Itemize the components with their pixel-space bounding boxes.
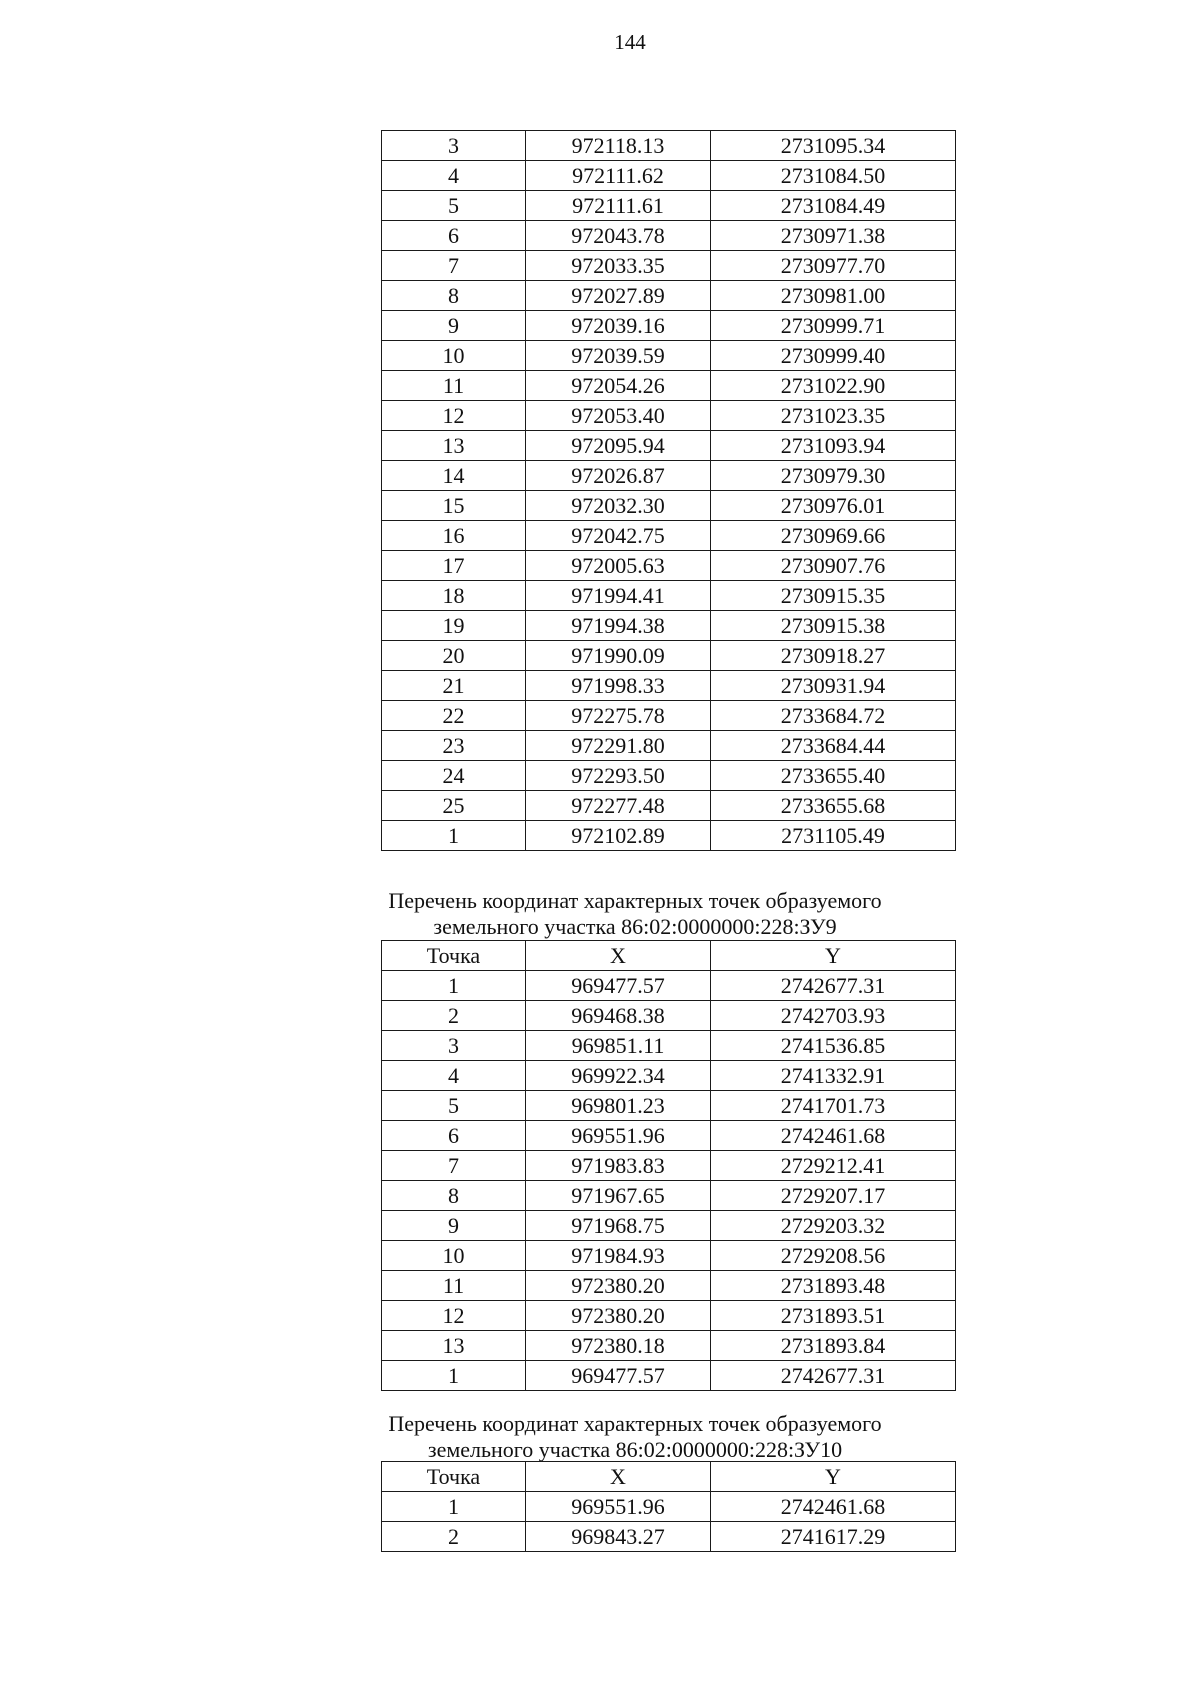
x-coordinate-cell: 969843.27 xyxy=(526,1522,711,1552)
point-number-cell: 4 xyxy=(382,1061,526,1091)
table-row xyxy=(382,431,956,461)
x-coordinate-cell: 972095.94 xyxy=(526,431,711,461)
x-coordinate-cell: 972380.18 xyxy=(526,1331,711,1361)
table-row xyxy=(382,701,956,731)
x-coordinate-cell: 971967.65 xyxy=(526,1181,711,1211)
point-number-cell: 24 xyxy=(382,761,526,791)
coordinates-table-continued xyxy=(381,130,956,851)
point-number-cell: 18 xyxy=(382,581,526,611)
table-row xyxy=(382,1492,956,1522)
table-row xyxy=(382,671,956,701)
x-coordinate-cell: 969477.57 xyxy=(526,971,711,1001)
table-row xyxy=(382,1522,956,1552)
point-number-cell: 12 xyxy=(382,401,526,431)
table-row xyxy=(382,731,956,761)
y-coordinate-cell: 2730915.38 xyxy=(711,611,956,641)
point-number-cell: 7 xyxy=(382,251,526,281)
point-number-cell: 1 xyxy=(382,1492,526,1522)
table-header-row xyxy=(382,1462,956,1492)
point-number-cell: 1 xyxy=(382,971,526,1001)
table-row xyxy=(382,1031,956,1061)
x-coordinate-cell: 972118.13 xyxy=(526,131,711,161)
column-header-x: X xyxy=(526,1462,711,1492)
y-coordinate-cell: 2730976.01 xyxy=(711,491,956,521)
y-coordinate-cell: 2742461.68 xyxy=(711,1492,956,1522)
caption-line-1: Перечень координат характерных точек образуемого xyxy=(388,888,882,913)
y-coordinate-cell: 2731893.84 xyxy=(711,1331,956,1361)
table-row xyxy=(382,551,956,581)
x-coordinate-cell: 972043.78 xyxy=(526,221,711,251)
table-row xyxy=(382,521,956,551)
y-coordinate-cell: 2731095.34 xyxy=(711,131,956,161)
x-coordinate-cell: 971998.33 xyxy=(526,671,711,701)
y-coordinate-cell: 2730969.66 xyxy=(711,521,956,551)
point-number-cell: 2 xyxy=(382,1522,526,1552)
y-coordinate-cell: 2729208.56 xyxy=(711,1241,956,1271)
point-number-cell: 3 xyxy=(382,131,526,161)
point-number-cell: 2 xyxy=(382,1001,526,1031)
y-coordinate-cell: 2730999.40 xyxy=(711,341,956,371)
point-number-cell: 10 xyxy=(382,1241,526,1271)
table-row xyxy=(382,791,956,821)
section-caption-zu9 xyxy=(330,888,940,940)
x-coordinate-cell: 972291.80 xyxy=(526,731,711,761)
table-row xyxy=(382,611,956,641)
point-number-cell: 5 xyxy=(382,1091,526,1121)
x-coordinate-cell: 972039.59 xyxy=(526,341,711,371)
table-body xyxy=(382,971,956,1391)
caption-line-1: Перечень координат характерных точек образуемого xyxy=(388,1411,882,1436)
y-coordinate-cell: 2730981.00 xyxy=(711,281,956,311)
x-coordinate-cell: 971994.41 xyxy=(526,581,711,611)
y-coordinate-cell: 2730977.70 xyxy=(711,251,956,281)
table-row xyxy=(382,1001,956,1031)
y-coordinate-cell: 2730915.35 xyxy=(711,581,956,611)
point-number-cell: 19 xyxy=(382,611,526,641)
y-coordinate-cell: 2741332.91 xyxy=(711,1061,956,1091)
point-number-cell: 14 xyxy=(382,461,526,491)
point-number-cell: 15 xyxy=(382,491,526,521)
y-coordinate-cell: 2742677.31 xyxy=(711,1361,956,1391)
table-body xyxy=(382,1492,956,1552)
y-coordinate-cell: 2733655.68 xyxy=(711,791,956,821)
column-header-y: Y xyxy=(711,1462,956,1492)
y-coordinate-cell: 2731093.94 xyxy=(711,431,956,461)
point-number-cell: 8 xyxy=(382,1181,526,1211)
column-header-point: Точка xyxy=(382,1462,526,1492)
y-coordinate-cell: 2729207.17 xyxy=(711,1181,956,1211)
point-number-cell: 11 xyxy=(382,371,526,401)
table-row xyxy=(382,491,956,521)
x-coordinate-cell: 972033.35 xyxy=(526,251,711,281)
x-coordinate-cell: 969468.38 xyxy=(526,1001,711,1031)
x-coordinate-cell: 972032.30 xyxy=(526,491,711,521)
table-row xyxy=(382,761,956,791)
point-number-cell: 7 xyxy=(382,1151,526,1181)
x-coordinate-cell: 971968.75 xyxy=(526,1211,711,1241)
table-row xyxy=(382,1301,956,1331)
point-number-cell: 5 xyxy=(382,191,526,221)
table-row xyxy=(382,461,956,491)
section-caption-zu10 xyxy=(330,1411,940,1463)
table-row xyxy=(382,371,956,401)
point-number-cell: 13 xyxy=(382,431,526,461)
y-coordinate-cell: 2731105.49 xyxy=(711,821,956,851)
x-coordinate-cell: 969551.96 xyxy=(526,1121,711,1151)
y-coordinate-cell: 2731893.48 xyxy=(711,1271,956,1301)
table-row xyxy=(382,1061,956,1091)
table-row xyxy=(382,1091,956,1121)
table-row xyxy=(382,1121,956,1151)
caption-line-2: земельного участка 86:02:0000000:228:ЗУ10 xyxy=(427,1437,843,1462)
y-coordinate-cell: 2730979.30 xyxy=(711,461,956,491)
table-row xyxy=(382,1181,956,1211)
y-coordinate-cell: 2730971.38 xyxy=(711,221,956,251)
y-coordinate-cell: 2729212.41 xyxy=(711,1151,956,1181)
point-number-cell: 22 xyxy=(382,701,526,731)
coordinates-table-zu9 xyxy=(381,940,956,1391)
y-coordinate-cell: 2730918.27 xyxy=(711,641,956,671)
table-row xyxy=(382,1331,956,1361)
table-row xyxy=(382,1211,956,1241)
x-coordinate-cell: 969851.11 xyxy=(526,1031,711,1061)
table-row xyxy=(382,251,956,281)
table-row xyxy=(382,131,956,161)
point-number-cell: 8 xyxy=(382,281,526,311)
y-coordinate-cell: 2730931.94 xyxy=(711,671,956,701)
point-number-cell: 13 xyxy=(382,1331,526,1361)
x-coordinate-cell: 972380.20 xyxy=(526,1301,711,1331)
table-row xyxy=(382,581,956,611)
table-row xyxy=(382,401,956,431)
table-row xyxy=(382,971,956,1001)
coordinates-table-zu10 xyxy=(381,1461,956,1552)
point-number-cell: 6 xyxy=(382,1121,526,1151)
table-row xyxy=(382,1241,956,1271)
point-number-cell: 12 xyxy=(382,1301,526,1331)
y-coordinate-cell: 2742677.31 xyxy=(711,971,956,1001)
x-coordinate-cell: 971984.93 xyxy=(526,1241,711,1271)
point-number-cell: 23 xyxy=(382,731,526,761)
column-header-point: Точка xyxy=(382,941,526,971)
point-number-cell: 6 xyxy=(382,221,526,251)
y-coordinate-cell: 2741617.29 xyxy=(711,1522,956,1552)
table-row xyxy=(382,341,956,371)
x-coordinate-cell: 972293.50 xyxy=(526,761,711,791)
table-header-row xyxy=(382,941,956,971)
point-number-cell: 17 xyxy=(382,551,526,581)
x-coordinate-cell: 972026.87 xyxy=(526,461,711,491)
x-coordinate-cell: 971994.38 xyxy=(526,611,711,641)
x-coordinate-cell: 972053.40 xyxy=(526,401,711,431)
y-coordinate-cell: 2733684.44 xyxy=(711,731,956,761)
table-body xyxy=(382,131,956,851)
point-number-cell: 20 xyxy=(382,641,526,671)
y-coordinate-cell: 2731893.51 xyxy=(711,1301,956,1331)
table-row xyxy=(382,311,956,341)
y-coordinate-cell: 2733655.40 xyxy=(711,761,956,791)
x-coordinate-cell: 971983.83 xyxy=(526,1151,711,1181)
x-coordinate-cell: 972277.48 xyxy=(526,791,711,821)
y-coordinate-cell: 2731022.90 xyxy=(711,371,956,401)
y-coordinate-cell: 2742703.93 xyxy=(711,1001,956,1031)
point-number-cell: 10 xyxy=(382,341,526,371)
x-coordinate-cell: 972111.62 xyxy=(526,161,711,191)
table-row xyxy=(382,1361,956,1391)
y-coordinate-cell: 2729203.32 xyxy=(711,1211,956,1241)
point-number-cell: 9 xyxy=(382,311,526,341)
x-coordinate-cell: 971990.09 xyxy=(526,641,711,671)
table-row xyxy=(382,221,956,251)
point-number-cell: 1 xyxy=(382,1361,526,1391)
x-coordinate-cell: 969801.23 xyxy=(526,1091,711,1121)
y-coordinate-cell: 2742461.68 xyxy=(711,1121,956,1151)
point-number-cell: 25 xyxy=(382,791,526,821)
point-number-cell: 16 xyxy=(382,521,526,551)
point-number-cell: 11 xyxy=(382,1271,526,1301)
x-coordinate-cell: 972054.26 xyxy=(526,371,711,401)
table-row xyxy=(382,1271,956,1301)
table-row xyxy=(382,641,956,671)
x-coordinate-cell: 972111.61 xyxy=(526,191,711,221)
x-coordinate-cell: 969551.96 xyxy=(526,1492,711,1522)
page-number: 144 xyxy=(614,30,646,54)
y-coordinate-cell: 2731023.35 xyxy=(711,401,956,431)
y-coordinate-cell: 2741536.85 xyxy=(711,1031,956,1061)
y-coordinate-cell: 2731084.50 xyxy=(711,161,956,191)
point-number-cell: 21 xyxy=(382,671,526,701)
y-coordinate-cell: 2733684.72 xyxy=(711,701,956,731)
y-coordinate-cell: 2730999.71 xyxy=(711,311,956,341)
column-header-y: Y xyxy=(711,941,956,971)
table-row xyxy=(382,281,956,311)
point-number-cell: 9 xyxy=(382,1211,526,1241)
point-number-cell: 1 xyxy=(382,821,526,851)
table-row xyxy=(382,1151,956,1181)
point-number-cell: 4 xyxy=(382,161,526,191)
caption-line-2: земельного участка 86:02:0000000:228:ЗУ9 xyxy=(433,914,837,939)
x-coordinate-cell: 969477.57 xyxy=(526,1361,711,1391)
x-coordinate-cell: 972042.75 xyxy=(526,521,711,551)
x-coordinate-cell: 969922.34 xyxy=(526,1061,711,1091)
x-coordinate-cell: 972039.16 xyxy=(526,311,711,341)
x-coordinate-cell: 972005.63 xyxy=(526,551,711,581)
x-coordinate-cell: 972380.20 xyxy=(526,1271,711,1301)
y-coordinate-cell: 2730907.76 xyxy=(711,551,956,581)
y-coordinate-cell: 2741701.73 xyxy=(711,1091,956,1121)
x-coordinate-cell: 972275.78 xyxy=(526,701,711,731)
x-coordinate-cell: 972102.89 xyxy=(526,821,711,851)
table-row xyxy=(382,191,956,221)
table-row xyxy=(382,161,956,191)
point-number-cell: 3 xyxy=(382,1031,526,1061)
column-header-x: X xyxy=(526,941,711,971)
y-coordinate-cell: 2731084.49 xyxy=(711,191,956,221)
x-coordinate-cell: 972027.89 xyxy=(526,281,711,311)
table-row xyxy=(382,821,956,851)
